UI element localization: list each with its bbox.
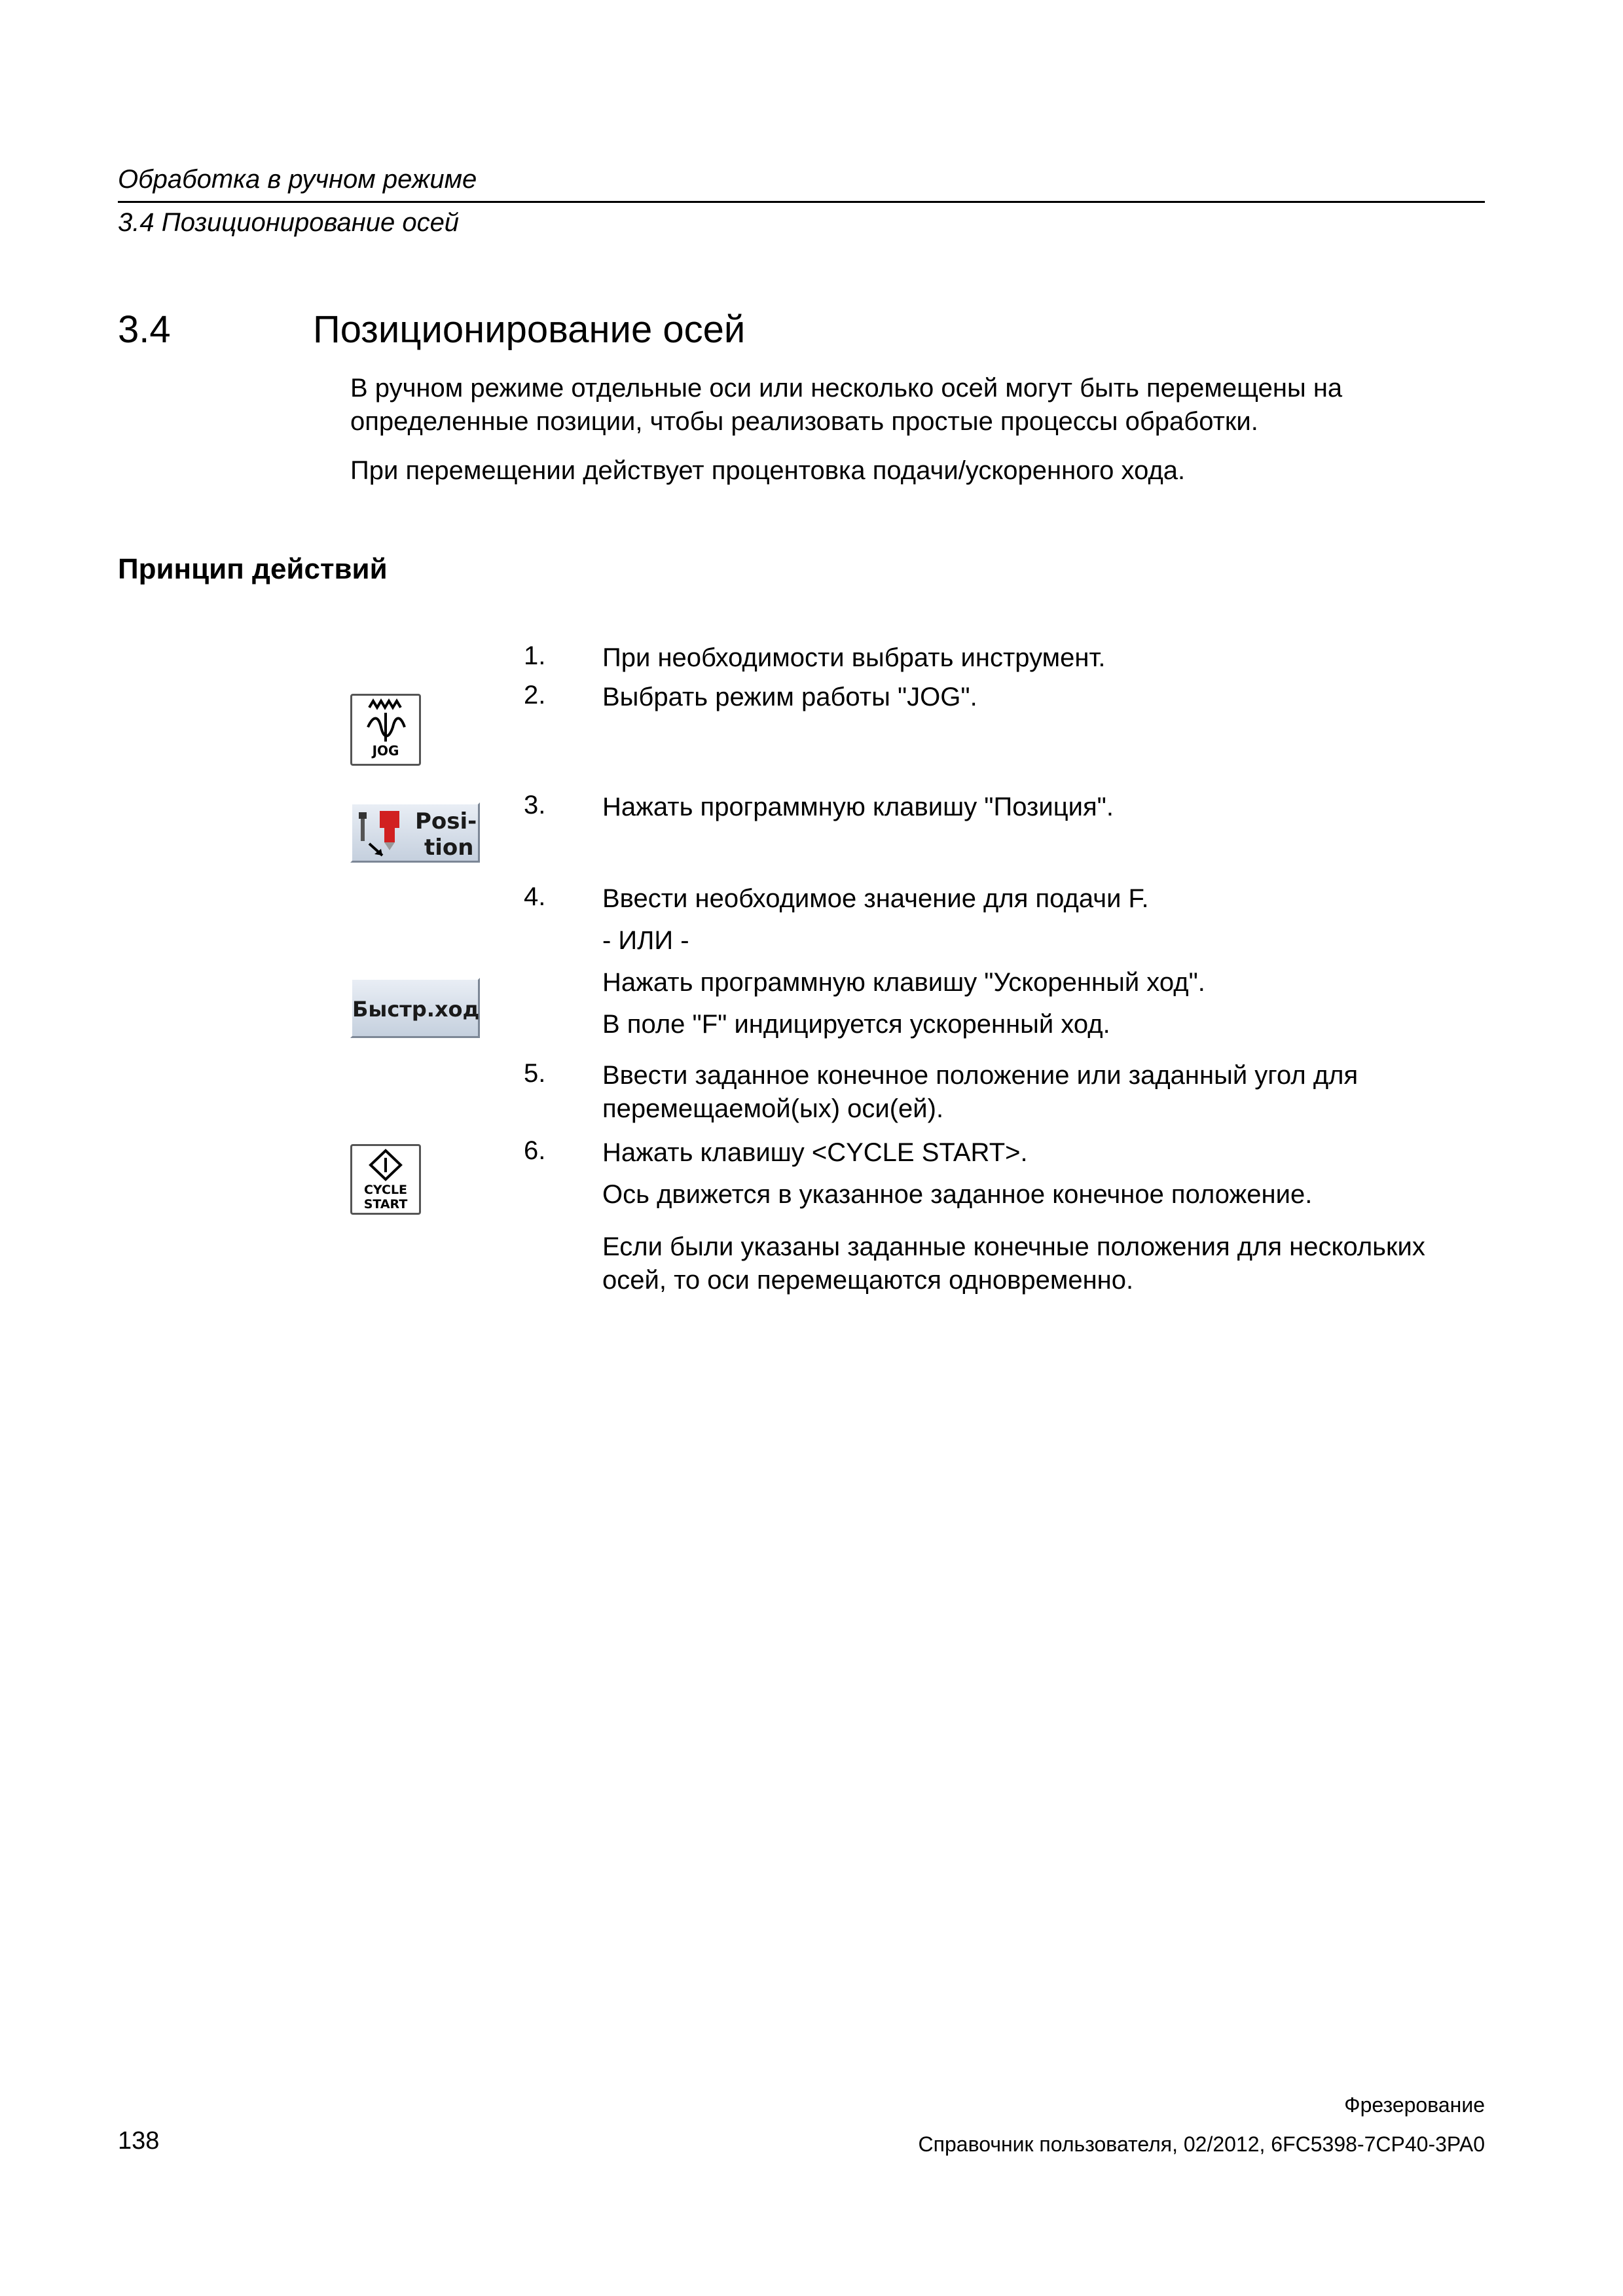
intro-paragraph-2: При перемещении действует процентовка подачи/ускоренного хода.: [350, 456, 1186, 485]
step-number: 2.: [524, 681, 546, 709]
footer-title: Фрезерование: [1344, 2093, 1485, 2117]
step-text: В поле "F" индицируется ускоренный ход.: [602, 1010, 1110, 1039]
intro-paragraph-1: В ручном режиме отдельные оси или несколько осей могут быть перемещены на определенные позиции, чтобы реализовать простые процессы обработки.: [350, 374, 1343, 436]
step-number: 5.: [524, 1059, 546, 1088]
jog-key-label: JOG: [372, 743, 399, 759]
cycle-start-label-2: START: [363, 1197, 408, 1211]
step-text: Нажать клавишу <CYCLE START>.: [602, 1138, 1028, 1167]
subheading: Принцип действий: [118, 553, 388, 585]
page-number: 138: [118, 2127, 160, 2155]
header-rule: [118, 201, 1485, 203]
position-softkey-label-2: tion: [424, 834, 474, 861]
tool-position-icon: [356, 807, 409, 859]
rapid-traverse-softkey-label: Быстр.ход: [352, 997, 480, 1022]
running-header-chapter: Обработка в ручном режиме: [118, 165, 477, 194]
section-number: 3.4: [118, 308, 171, 351]
step-text: Выбрать режим работы "JOG".: [602, 683, 977, 711]
rapid-traverse-softkey[interactable]: [350, 978, 480, 1038]
step-number: 6.: [524, 1136, 546, 1165]
step-number: 4.: [524, 882, 546, 911]
footer-reference: Справочник пользователя, 02/2012, 6FC5398-7CP40-3PA0: [918, 2132, 1485, 2156]
step-text: Ввести заданное конечное положение или заданный угол для перемещаемой(ых) оси(ей).: [602, 1061, 1359, 1123]
step-text: Нажать программную клавишу "Позиция".: [602, 793, 1114, 821]
step-text: Нажать программную клавишу "Ускоренный ход".: [602, 968, 1205, 997]
cycle-start-key[interactable]: [350, 1144, 421, 1215]
cycle-start-label-1: CYCLE: [363, 1183, 408, 1197]
step-number: 1.: [524, 641, 546, 670]
cycle-start-icon: [366, 1149, 405, 1181]
jog-key-icon[interactable]: [350, 694, 421, 766]
position-softkey-label-1: Posi-: [415, 808, 477, 834]
section-title: Позиционирование осей: [313, 308, 746, 351]
running-header-section: 3.4 Позиционирование осей: [118, 208, 460, 237]
position-softkey[interactable]: [350, 802, 480, 863]
jog-wave-icon: [352, 698, 419, 744]
step-text: При необходимости выбрать инструмент.: [602, 643, 1106, 672]
step-text: Ввести необходимое значение для подачи F.: [602, 884, 1149, 913]
step-text: Ось движется в указанное заданное конечное положение.: [602, 1180, 1313, 1209]
step-text: Если были указаны заданные конечные положения для нескольких осей, то оси перемещаются одновременно.: [602, 1232, 1425, 1295]
step-or: - ИЛИ -: [602, 926, 689, 955]
step-number: 3.: [524, 791, 546, 819]
